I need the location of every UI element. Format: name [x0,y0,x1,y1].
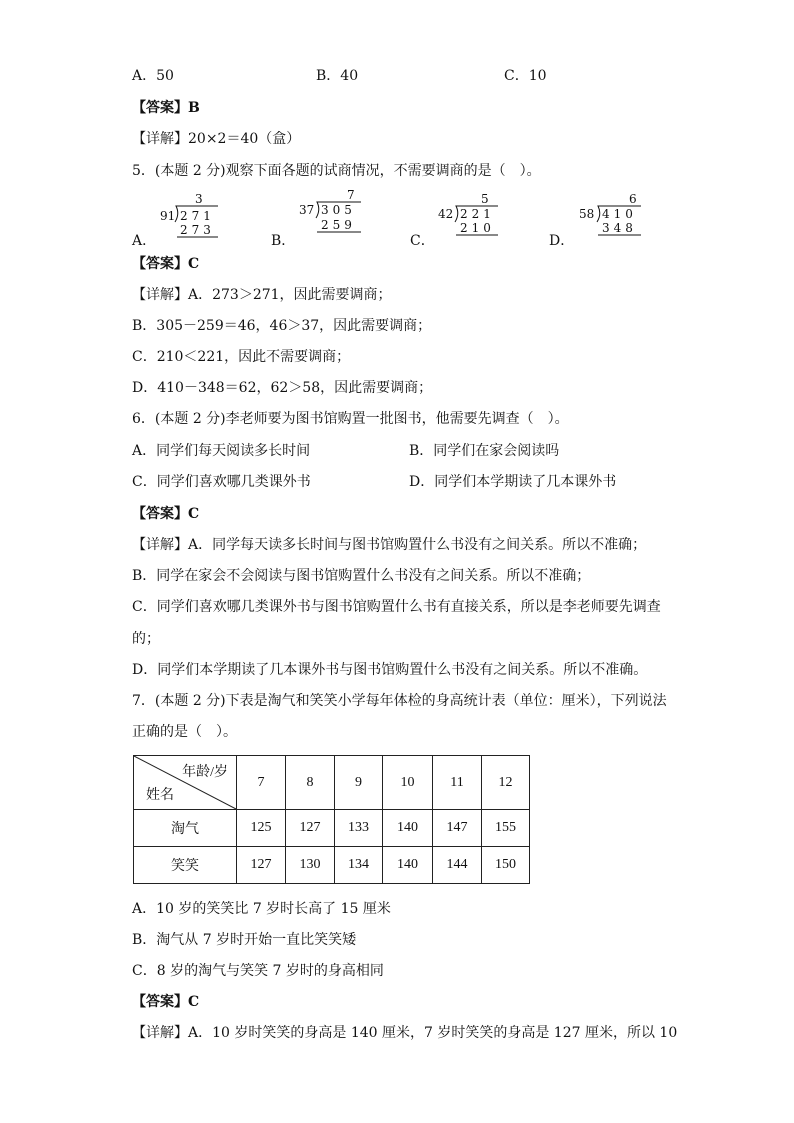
divisor: 42 [438,207,454,221]
table-header-row [134,756,530,810]
corner-age-label: 年龄/岁 [182,765,228,780]
q4-option-c: C．10 [504,68,547,84]
q4-option-b: B．40 [316,68,359,84]
value-cell: 127 [286,810,335,847]
q7-option-c: C．8 岁的淘气与笑笑 7 岁时的身高相同 [132,963,384,979]
q5-division-a [158,190,258,238]
value-cell: 147 [433,810,482,847]
q5-choice-b-label: B． [271,233,296,249]
dividend: 410 [602,207,637,221]
table-row [134,847,530,884]
q5-choice-a-label: A． [132,233,157,249]
product: 348 [602,221,637,235]
q6-detail-b: B．同学在家会不会阅读与图书馆购置什么书没有之间关系。所以不准确； [132,568,591,584]
value-cell: 155 [482,810,530,847]
q5-division-b [297,190,407,238]
height-table [133,755,530,884]
product: 210 [460,221,495,235]
divisor: 58 [579,207,595,221]
value-cell: 140 [383,847,433,884]
q5-stem: 5．(本题 2 分)观察下面各题的试商情况，不需要调商的是（ ）。 [132,163,541,179]
age-header-cell: 8 [286,756,335,810]
q6-detail-d: D．同学们本学期读了几本课外书与图书馆购置什么书没有之间关系。所以不准确。 [132,662,648,678]
q5-choice-c-label: C． [410,233,435,249]
q4-detail: 【详解】20×2＝40（盒） [132,131,301,147]
product: 259 [321,218,356,232]
value-cell: 134 [335,847,383,884]
value-cell: 144 [433,847,482,884]
q7-stem-line2: 正确的是（ ）。 [132,724,237,740]
q5-division-d [577,190,677,238]
quotient: 7 [347,190,355,202]
q6-detail-c: C．同学们喜欢哪几类课外书与图书馆购置什么书有直接关系，所以是李老师要先调查 [132,599,661,615]
divisor: 91 [160,209,176,223]
q5-detail-c: C．210＜221，因此不需要调商； [132,349,351,365]
q4-option-a: A．50 [132,68,174,84]
q6-option-b: B．同学们在家会阅读吗 [409,443,560,459]
q7-stem-line1: 7．(本题 2 分)下表是淘气和笑笑小学每年体检的身高统计表（单位：厘米），下列说法 [132,693,667,709]
q5-detail-b: B．305－259＝46，46＞37，因此需要调商； [132,318,432,334]
quotient: 5 [481,192,489,206]
q7-answer: 【答案】C [132,994,200,1010]
q7-option-b: B．淘气从 7 岁时开始一直比笑笑矮 [132,932,357,948]
q5-division-c [436,190,536,238]
dividend: 305 [321,203,356,217]
age-header-cell: 10 [383,756,433,810]
q4-answer: 【答案】B [132,100,200,116]
q7-option-a: A．10 岁的笑笑比 7 岁时长高了 15 厘米 [132,901,391,917]
value-cell: 140 [383,810,433,847]
value-cell: 133 [335,810,383,847]
age-header-cell: 11 [433,756,482,810]
value-cell: 150 [482,847,530,884]
corner-name-label: 姓名 [146,788,174,803]
dividend: 271 [180,209,215,223]
q6-detail-c-cont: 的； [132,631,160,647]
value-cell: 125 [237,810,286,847]
product: 273 [180,223,215,237]
age-header-cell: 9 [335,756,383,810]
q7-detail: 【详解】A．10 岁时笑笑的身高是 140 厘米，7 岁时笑笑的身高是 127 厘米，所以 10 [132,1025,678,1041]
age-header-cell: 7 [237,756,286,810]
q6-option-d: D．同学们本学期读了几本课外书 [409,474,617,490]
quotient: 6 [629,192,637,206]
quotient: 3 [195,192,203,206]
table-corner-cell [134,756,237,810]
name-cell: 笑笑 [134,847,237,884]
q6-detail-a: 【详解】A．同学每天读多长时间与图书馆购置什么书没有之间关系。所以不准确； [132,537,647,553]
table-row [134,810,530,847]
q5-choice-d-label: D． [549,233,575,249]
value-cell: 127 [237,847,286,884]
value-cell: 130 [286,847,335,884]
q6-option-a: A．同学们每天阅读多长时间 [132,443,311,459]
q6-answer: 【答案】C [132,506,200,522]
divisor: 37 [299,203,315,217]
age-header-cell: 12 [482,756,530,810]
q5-detail-d: D．410－348＝62，62＞58，因此需要调商； [132,380,433,396]
q6-stem: 6．(本题 2 分)李老师要为图书馆购置一批图书，他需要先调查（ ）。 [132,411,569,427]
name-cell: 淘气 [134,810,237,847]
q6-option-c: C．同学们喜欢哪几类课外书 [132,474,311,490]
dividend: 221 [460,207,495,221]
q5-detail-a: 【详解】A．273＞271，因此需要调商； [132,287,392,303]
q5-answer: 【答案】C [132,256,200,272]
